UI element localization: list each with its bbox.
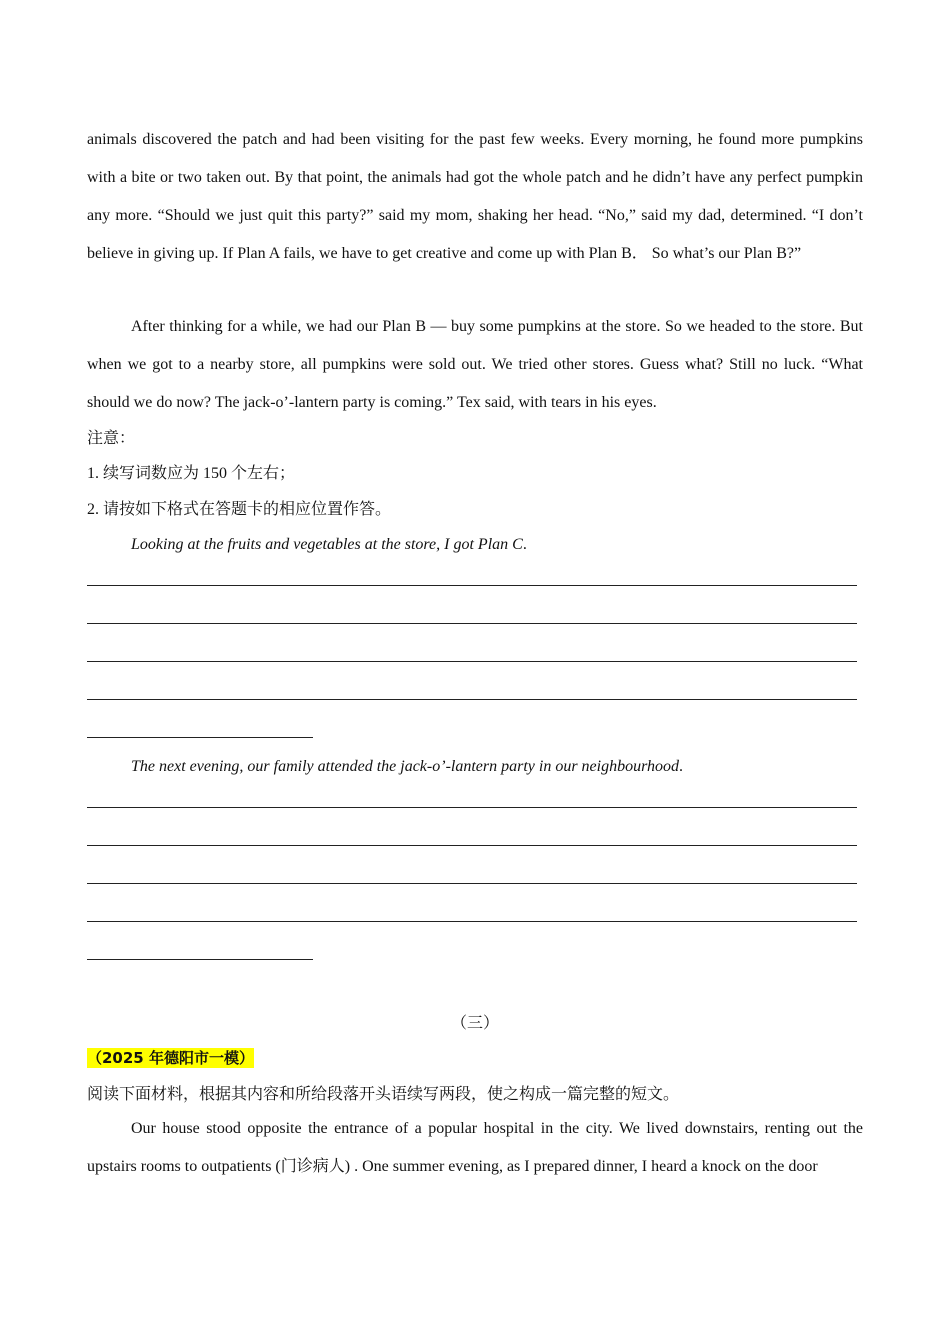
answer-line[interactable] (87, 623, 857, 624)
passage-paragraph-2: After thinking for a while, we had our Plan B — buy some pumpkins at the store. So we headed to the store. But when we got to a nearby store, all pumpkins were sold out. We tried other stores. Guess what? Still no luck. “What should we do now? The jack-o’-lantern party is coming.” Tex said, with tears in his eyes. (87, 318, 863, 411)
answer-line-short[interactable] (87, 959, 313, 960)
passage-paragraph-1: animals discovered the patch and had been visiting for the past few weeks. Every morning, he found more pumpkins with a bite or two taken out. By that point, the animals had got the whole patch and he didn’t have any perfect pumpkin any more. “Should we just quit this party?” said my mom, shaking her head. “No,” said my dad, determined. “I don’t believe in giving up. If Plan A fails, we have to get creative and come up with Plan B． So what’s our Plan B?” (87, 131, 863, 262)
answer-line[interactable] (87, 807, 857, 808)
section-instruction: 阅读下面材料，根据其内容和所给段落开头语续写两段，使之构成一篇完整的短文。 (87, 1086, 680, 1103)
prompt-1-text: Looking at the fruits and vegetables at the store, I got Plan C (131, 536, 523, 553)
continuation-prompt-1 (131, 534, 527, 556)
answer-line[interactable] (87, 699, 857, 700)
notes-heading: 注意： (87, 430, 136, 447)
answer-line[interactable] (87, 845, 857, 846)
answer-line[interactable] (87, 661, 857, 662)
section-number: （三） (450, 1015, 499, 1032)
answer-line[interactable] (87, 921, 857, 922)
section3-paragraph-1: Our house stood opposite the entrance of a popular hospital in the city. We lived downstairs, renting out the upstairs rooms to outpatients (门诊病人) . One summer evening, as I prepared dinner, I heard a knock on the door (87, 1120, 863, 1175)
prompt-2-text: The next evening, our family attended the jack-o’-lantern party in our neighbourhood (131, 758, 680, 775)
prompt-1-period: . (522, 536, 527, 553)
notes-item-2: 2. 请按如下格式在答题卡的相应位置作答。 (87, 501, 392, 518)
answer-line-short[interactable] (87, 737, 313, 738)
continuation-prompt-2 (131, 756, 683, 778)
source-highlight: （2025 年德阳市一模） (87, 1049, 254, 1067)
answer-line[interactable] (87, 883, 857, 884)
prompt-2-period: . (679, 758, 684, 775)
answer-line[interactable] (87, 585, 857, 586)
source-tag (87, 1047, 254, 1070)
notes-item-1: 1. 续写词数应为 150 个左右； (87, 465, 296, 482)
